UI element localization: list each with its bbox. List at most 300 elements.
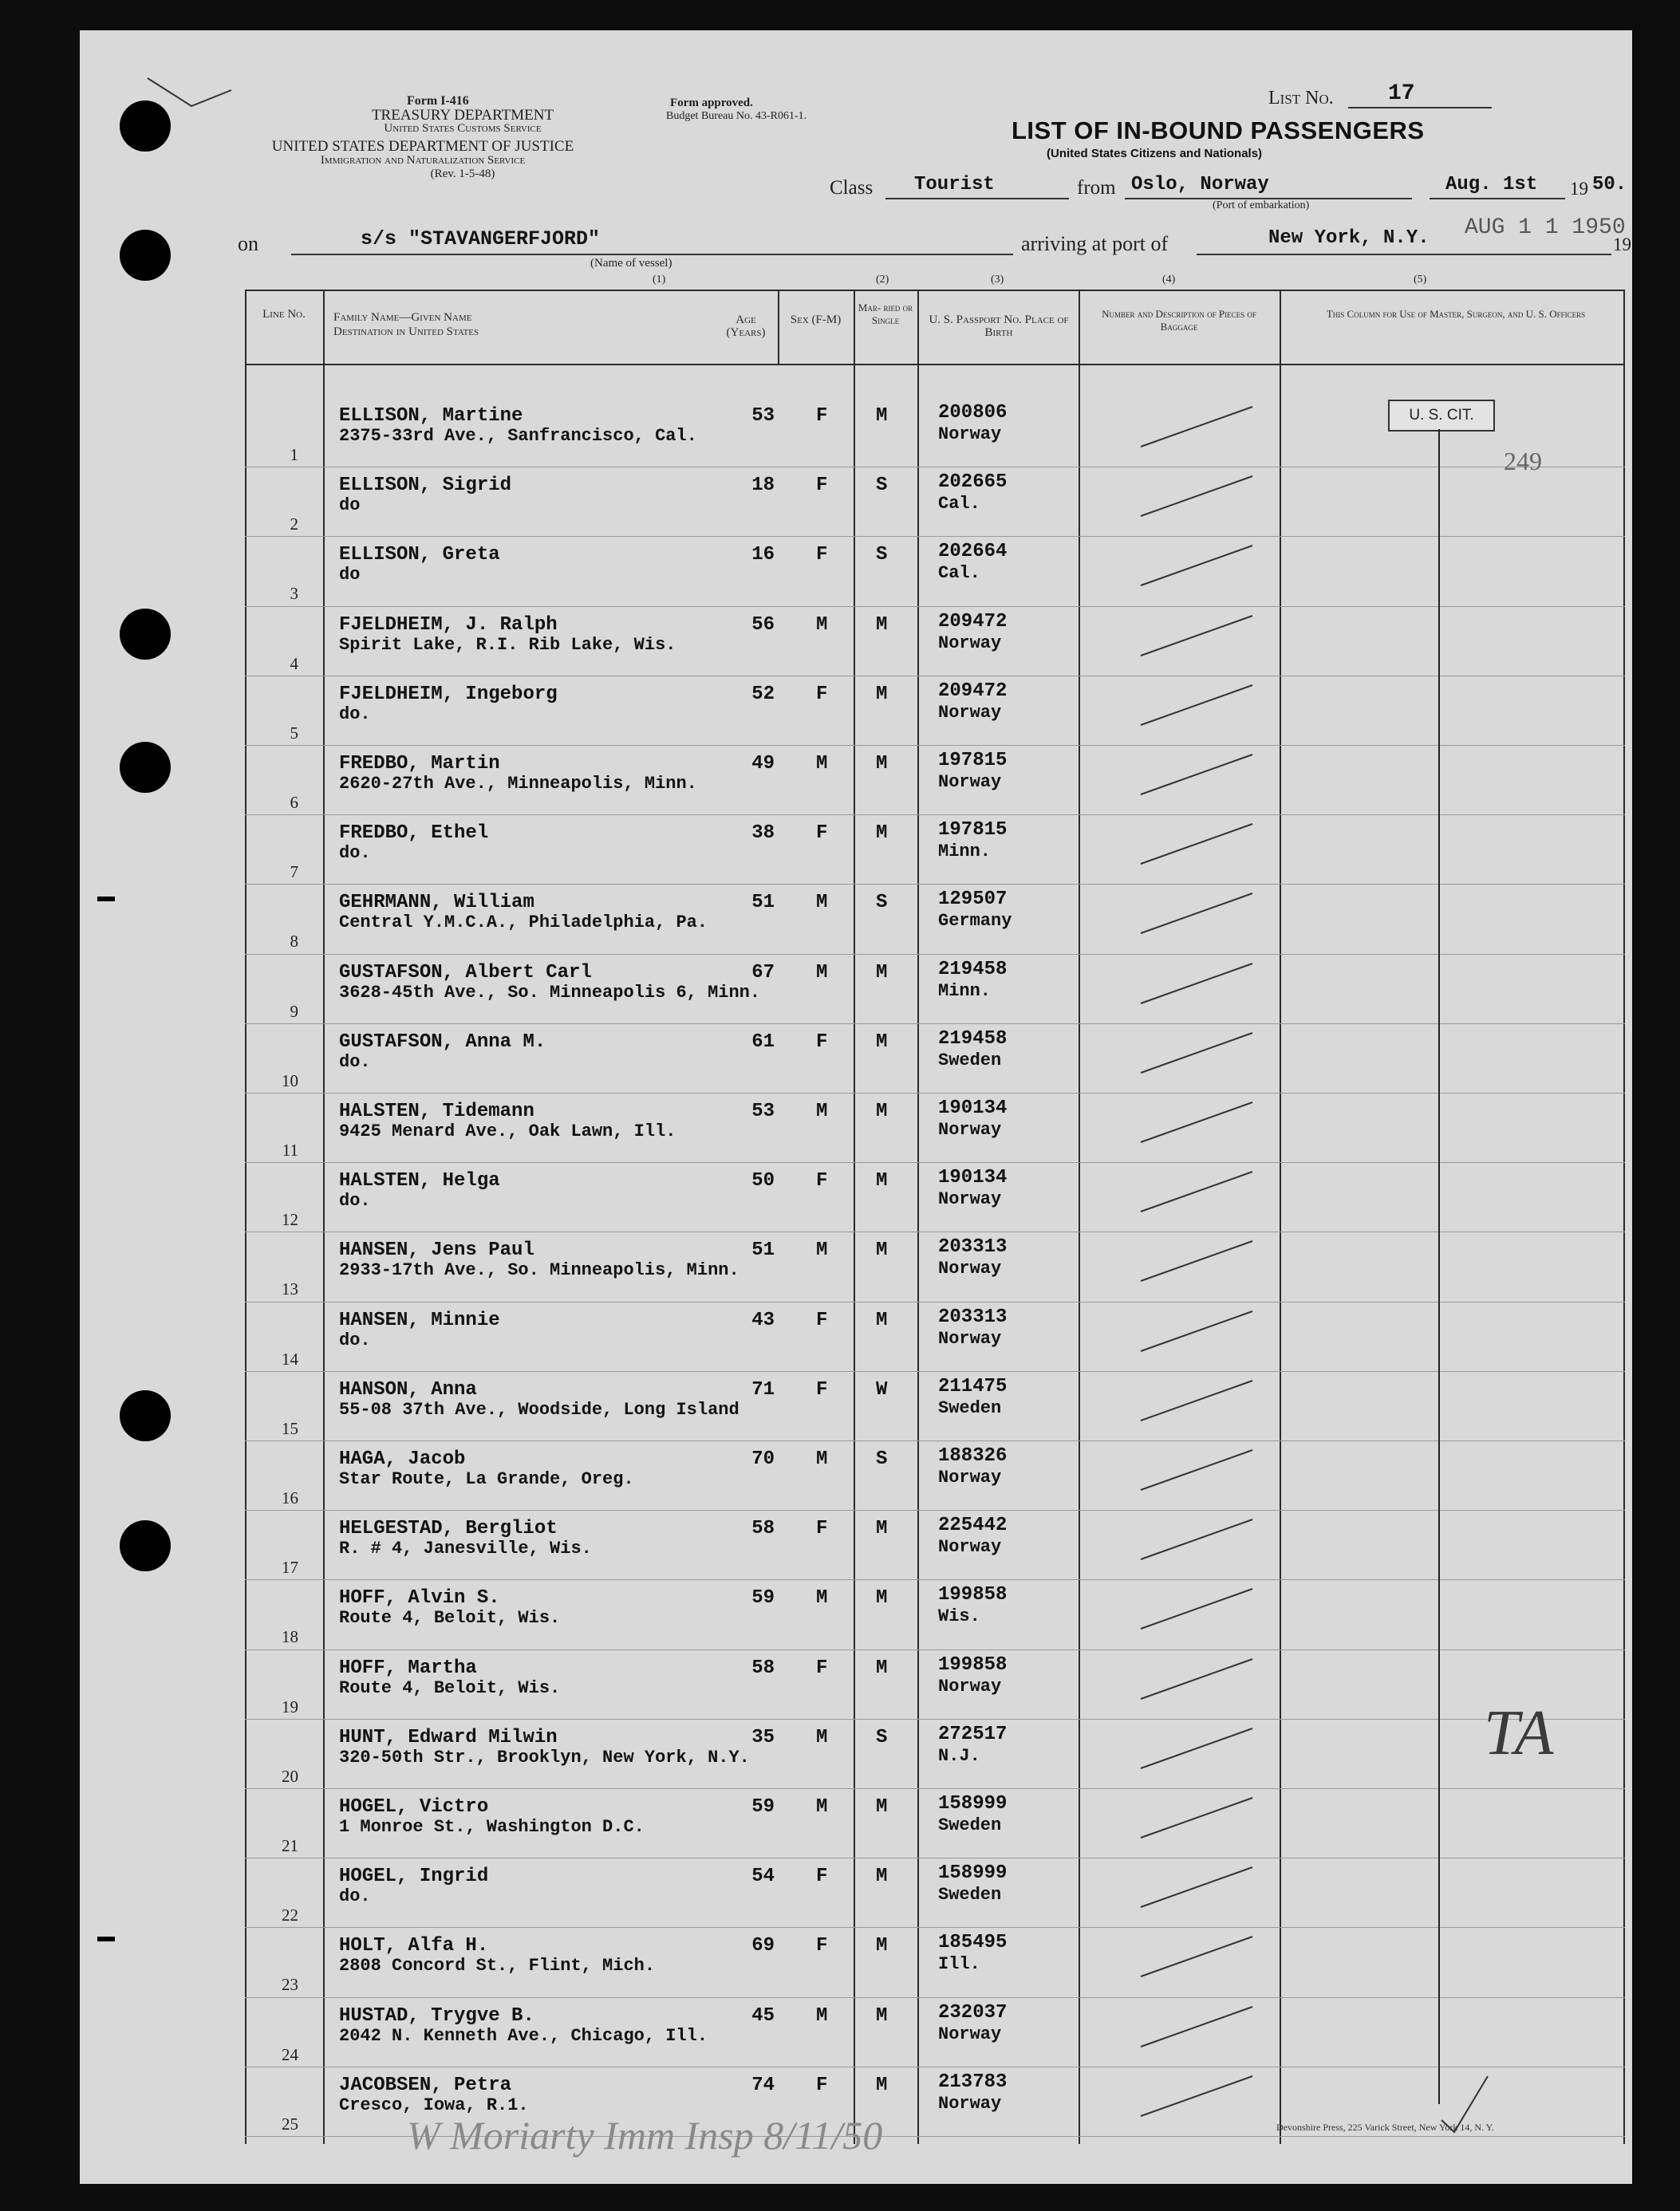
sex: F [816,1866,828,1888]
row-separator [245,1719,1625,1720]
table-row [80,1233,1632,1303]
arrival-year-prefix: 19 [1613,235,1631,254]
class-label: Class [830,177,874,199]
passenger-name: FJELDHEIM, J. Ralph [339,613,558,636]
passport-number: 199858 [938,1653,1008,1676]
sex: F [816,1518,828,1540]
passenger-name: ELLISON, Sigrid [339,475,512,497]
destination: do [339,565,361,585]
passport-number: 209472 [938,680,1008,702]
year-value: 50. [1592,174,1627,195]
passenger-name: GUSTAFSON, Albert Carl [339,961,592,983]
from-label: from [1077,177,1116,199]
passenger-name: HOFF, Martha [339,1657,477,1679]
baggage-check-mark [1133,1999,1260,2055]
baggage-check-mark [1133,608,1260,664]
place-of-birth: Norway [938,424,1002,444]
arrival-port: New York, N.Y. [1268,227,1430,249]
passport-number: 203313 [938,1306,1008,1328]
passport-number: 232037 [938,2001,1008,2024]
row-separator [245,536,1625,537]
passenger-name: GUSTAFSON, Anna M. [339,1031,546,1053]
age: 74 [751,2074,775,2096]
sex: F [816,1170,828,1192]
sex: M [816,613,828,636]
marital-status: M [876,1796,888,1818]
header-name: Family Name—Given Name [333,311,472,324]
age: 51 [751,892,775,914]
place-of-birth: N.J. [938,1745,980,1766]
baggage-check-mark [1133,1373,1260,1429]
destination: R. # 4, Janesville, Wis. [339,1539,592,1559]
table-row [80,1790,1632,1859]
line-number: 19 [282,1697,298,1716]
age: 52 [751,683,775,705]
budget-bureau: Budget Bureau No. 43-R061-1. [666,110,807,122]
arrival-date-stamp: AUG 1 1 1950 [1465,215,1626,240]
age: 50 [751,1170,775,1192]
list-no-line [1348,107,1492,108]
sex: M [816,753,828,774]
corner-check-mark [144,70,239,134]
baggage-check-mark [1133,468,1260,524]
line-number: 14 [282,1349,298,1369]
treasury-label: TREASURY DEPARTMENT [371,107,554,124]
date-line [1430,198,1565,199]
line-number: 6 [290,793,298,812]
sex: F [816,475,828,497]
baggage-check-mark [1133,1094,1260,1150]
table-row [80,747,1632,816]
place-of-birth: Sweden [938,1885,1002,1906]
reference-number: 249 [1504,447,1542,475]
marital-status: M [876,1657,888,1679]
baggage-check-mark [1133,1790,1260,1846]
sex: F [816,2074,828,2096]
line-number: 4 [290,653,298,673]
passport-number: 197815 [938,819,1008,841]
age: 53 [751,405,775,427]
class-value: Tourist [914,174,995,195]
passport-number: 219458 [938,958,1008,980]
row-separator [245,954,1625,955]
place-of-birth: Norway [938,2093,1002,2114]
passport-number: 219458 [938,1027,1008,1050]
age: 51 [751,1240,775,1262]
passenger-name: HOLT, Alfa H. [339,1935,489,1957]
place-of-birth: Minn. [938,980,992,1001]
place-of-birth: Ill. [938,1954,980,1975]
destination: do. [339,1051,371,1072]
manifest-page [80,30,1632,2184]
marital-status: M [876,961,888,983]
line-number: 17 [282,1558,298,1578]
marital-status: M [876,1518,888,1540]
place-of-birth: Norway [938,1328,1002,1349]
age: 58 [751,1657,775,1679]
place-of-birth: Norway [938,772,1002,792]
header-age: Age (Years) [726,313,766,339]
destination: Star Route, La Grande, Oreg. [339,1469,634,1489]
baggage-check-mark [1133,677,1260,733]
revision-label: (Rev. 1-5-48) [430,168,495,180]
passport-number: 129507 [938,889,1008,911]
passenger-name: ELLISON, Greta [339,544,500,566]
age: 59 [751,1796,775,1818]
age: 69 [751,1935,775,1957]
table-row [80,608,1632,677]
header-destination: Destination in United States [333,325,479,338]
sex: F [816,1657,828,1679]
line-number: 15 [282,1418,298,1438]
destination: 1 Monroe St., Washington D.C. [339,1817,645,1837]
arriving-label: arriving at port of [1021,232,1169,255]
line-number: 3 [290,584,298,604]
sex: M [816,2004,828,2027]
age: 70 [751,1448,775,1470]
line-number: 10 [282,1070,298,1090]
line-number: 11 [282,1141,298,1160]
table-row [80,1094,1632,1164]
line-number: 21 [282,1836,298,1855]
sex: M [816,1796,828,1818]
baggage-check-mark [1133,1651,1260,1707]
age: 16 [751,544,775,566]
year-prefix: 19 [1570,179,1588,199]
port-value: Oslo, Norway [1131,174,1269,195]
place-of-birth: Wis. [938,1606,980,1627]
table-row [80,1859,1632,1929]
baggage-check-mark [1133,1859,1260,1915]
destination: do. [339,1191,371,1212]
age: 18 [751,475,775,497]
destination: 2933-17th Ave., So. Minneapolis, Minn. [339,1260,739,1281]
sex: M [816,1240,828,1262]
marital-status: M [876,1101,888,1122]
row-separator [245,1510,1625,1511]
row-separator [245,1927,1625,1928]
port-caption: (Port of embarkation) [1213,199,1310,211]
table-row [80,1373,1632,1442]
us-citizen-stamp: U. S. CIT. [1388,400,1495,432]
destination: do. [339,843,371,864]
table-row [80,1511,1632,1581]
marital-status: M [876,1240,888,1262]
place-of-birth: Cal. [938,494,980,514]
table-row [80,1164,1632,1233]
sex: M [816,1448,828,1470]
marital-status: S [876,1726,888,1748]
row-separator [245,1162,1625,1163]
row-separator [245,745,1625,746]
marital-status: W [876,1378,888,1401]
destination: 55-08 37th Ave., Woodside, Long Island [339,1399,739,1420]
binder-hole [120,230,171,281]
place-of-birth: Minn. [938,841,992,862]
customs-label: United States Customs Service [384,122,542,135]
form-approved: Form approved. [670,97,753,109]
place-of-birth: Norway [938,2024,1002,2044]
line-number: 23 [282,1975,298,1995]
vessel-line [291,254,1013,255]
destination: do. [339,1330,371,1350]
place-of-birth: Norway [938,1189,1002,1210]
sex: M [816,892,828,914]
table-row [80,1999,1632,2068]
row-separator [245,1649,1625,1650]
table-top-border [245,290,1625,291]
passenger-name: FJELDHEIM, Ingeborg [339,683,558,705]
passport-number: 209472 [938,610,1008,633]
destination: Route 4, Beloit, Wis. [339,1677,561,1698]
table-row [80,956,1632,1025]
destination: 2620-27th Ave., Minneapolis, Minn. [339,774,697,794]
baggage-check-mark [1133,747,1260,802]
row-separator [245,1023,1625,1024]
age: 53 [751,1101,775,1122]
marital-status: M [876,1031,888,1053]
sex: M [816,1726,828,1748]
col-number-4: (4) [1162,274,1176,286]
row-separator [245,1788,1625,1789]
baggage-check-mark [1133,885,1260,941]
destination: 3628-45th Ave., So. Minneapolis 6, Minn. [339,982,761,1003]
row-separator [245,1579,1625,1580]
passenger-name: ELLISON, Martine [339,405,523,427]
line-number: 9 [290,1001,298,1021]
row-separator [245,884,1625,885]
place-of-birth: Norway [938,702,1002,723]
marital-status: M [876,753,888,774]
sex: F [816,822,828,845]
age: 38 [751,822,775,845]
vessel-caption: (Name of vessel) [590,257,672,270]
header-sex: Sex (F-M) [790,313,842,326]
baggage-check-mark [1133,1025,1260,1081]
marital-status: S [876,1448,888,1470]
destination: Central Y.M.C.A., Philadelphia, Pa. [339,912,708,933]
class-line [885,198,1069,199]
destination: Spirit Lake, R.I. Rib Lake, Wis. [339,634,676,655]
line-number: 20 [282,1766,298,1786]
destination: Route 4, Beloit, Wis. [339,1608,561,1629]
arrival-line [1197,254,1611,255]
on-label: on [238,232,258,255]
row-separator [245,606,1625,607]
place-of-birth: Norway [938,1120,1002,1140]
passenger-name: HUNT, Edward Milwin [339,1726,558,1748]
line-number: 1 [290,445,298,464]
sex: F [816,683,828,705]
baggage-check-mark [1133,1233,1260,1289]
table-row [80,1720,1632,1790]
header-passport: U. S. Passport No. Place of Birth [929,313,1069,339]
place-of-birth: Cal. [938,563,980,584]
row-separator [245,814,1625,815]
marital-status: M [876,613,888,636]
place-of-birth: Sweden [938,1815,1002,1835]
list-title: LIST OF IN-BOUND PASSENGERS [1012,116,1425,144]
baggage-check-mark [1133,2068,1260,2124]
destination: Cresco, Iowa, R.1. [339,2095,529,2115]
place-of-birth: Sweden [938,1050,1002,1070]
sex: M [816,1101,828,1122]
age: 58 [751,1518,775,1540]
line-number: 8 [290,932,298,952]
age: 49 [751,753,775,774]
passport-number: 197815 [938,750,1008,771]
passport-number: 190134 [938,1167,1008,1189]
passenger-name: FREDBO, Martin [339,753,500,774]
line-number: 18 [282,1627,298,1647]
baggage-check-mark [1133,1303,1260,1359]
passenger-name: HOGEL, Ingrid [339,1866,489,1888]
vessel-name: s/s "STAVANGERFJORD" [361,227,601,250]
ins-label: Immigration and Naturalization Service [320,154,526,167]
sex: F [816,1031,828,1053]
table-row [80,1581,1632,1650]
table-row [80,1651,1632,1720]
table-row [80,1303,1632,1373]
table-row [80,538,1632,607]
passenger-name: JACOBSEN, Petra [339,2074,512,2096]
marital-status: M [876,1866,888,1888]
sex: M [816,961,828,983]
passenger-name: HALSTEN, Tidemann [339,1101,534,1122]
baggage-check-mark [1133,538,1260,593]
row-separator [245,1302,1625,1303]
destination: 2808 Concord St., Flint, Mich. [339,1956,656,1977]
passport-number: 272517 [938,1723,1008,1745]
table-row [80,677,1632,747]
baggage-check-mark [1133,1720,1260,1776]
table-row [80,1025,1632,1094]
passport-number: 190134 [938,1098,1008,1119]
sex: M [816,1587,828,1610]
age: 61 [751,1031,775,1053]
passenger-name: HELGESTAD, Bergliot [339,1518,558,1540]
row-separator [245,1093,1625,1094]
col-number-1: (1) [653,274,666,286]
col-number-3: (3) [991,274,1004,286]
table-header-border [245,364,1625,365]
passport-number: 213783 [938,2071,1008,2093]
passport-number: 202665 [938,471,1008,494]
line-number: 16 [282,1488,298,1508]
baggage-check-mark [1133,1511,1260,1567]
marital-status: M [876,2004,888,2027]
passport-number: 211475 [938,1375,1008,1397]
line-number: 13 [282,1279,298,1299]
destination: 2375-33rd Ave., Sanfrancisco, Cal. [339,426,697,446]
line-number: 7 [290,862,298,882]
age: 54 [751,1866,775,1888]
sex: F [816,405,828,427]
destination: do. [339,704,371,724]
marital-status: M [876,1309,888,1331]
passport-number: 158999 [938,1862,1008,1885]
sex: F [816,544,828,566]
final-check-mark [1440,2072,1496,2136]
printer-footer: Devonshire Press, 225 Varick Street, New York 14, N. Y. [1276,2122,1494,2133]
table-row [80,468,1632,538]
baggage-check-mark [1133,1581,1260,1637]
place-of-birth: Germany [938,911,1012,932]
sex: F [816,1935,828,1957]
age: 59 [751,1587,775,1610]
passenger-name: GEHRMANN, William [339,892,534,914]
line-number: 12 [282,1210,298,1230]
sex: F [816,1378,828,1401]
destination: 9425 Menard Ave., Oak Lawn, Ill. [339,1121,676,1141]
baggage-check-mark [1133,1929,1260,1984]
col-number-2: (2) [876,274,889,286]
table-row [80,885,1632,955]
marital-status: M [876,1587,888,1610]
passenger-name: HOFF, Alvin S. [339,1587,500,1610]
age: 56 [751,613,775,636]
marital-status: M [876,683,888,705]
baggage-check-mark [1133,956,1260,1011]
marital-status: M [876,822,888,845]
passport-number: 203313 [938,1236,1008,1259]
marital-status: M [876,1935,888,1957]
destination: do. [339,1886,371,1907]
list-subtitle: (United States Citizens and Nationals) [1047,147,1263,160]
form-number: Form I-416 [407,94,469,108]
row-separator [245,1440,1625,1441]
marital-status: S [876,892,888,914]
doj-label: UNITED STATES DEPARTMENT OF JUSTICE [271,138,574,155]
passenger-name: HANSEN, Jens Paul [339,1240,534,1262]
baggage-check-mark [1133,1442,1260,1498]
passport-number: 185495 [938,1932,1008,1954]
header-officers: This Column for Use of Master, Surgeon, and U. S. Officers [1326,308,1586,320]
header-married: Mar- ried or Single [858,302,913,326]
destination: 320-50th Str., Brooklyn, New York, N.Y. [339,1747,750,1768]
baggage-check-mark [1133,399,1260,455]
passport-number: 188326 [938,1445,1008,1467]
age: 43 [751,1309,775,1331]
col-number-5: (5) [1414,274,1427,286]
marital-status: M [876,1170,888,1192]
destination: do [339,495,361,516]
passport-number: 225442 [938,1515,1008,1537]
ta-annotation: TA [1484,1698,1554,1768]
header-baggage: Number and Description of Pieces of Baggage [1102,308,1256,333]
place-of-birth: Sweden [938,1397,1002,1418]
officer-vertical-line [1438,429,1440,2104]
destination: 2042 N. Kenneth Ave., Chicago, Ill. [339,2025,708,2046]
row-separator [245,1371,1625,1372]
line-number: 24 [282,2044,298,2064]
age: 71 [751,1378,775,1401]
row-separator [245,1997,1625,1998]
age: 67 [751,961,775,983]
place-of-birth: Norway [938,1537,1002,1558]
column-divider [778,290,779,364]
passport-number: 202664 [938,541,1008,563]
marital-status: M [876,2074,888,2096]
sex: F [816,1309,828,1331]
place-of-birth: Norway [938,1676,1002,1697]
marital-status: M [876,405,888,427]
passenger-name: HANSEN, Minnie [339,1309,500,1331]
date-value: Aug. 1st [1445,174,1538,195]
age: 35 [751,1726,775,1748]
place-of-birth: Norway [938,1468,1002,1488]
inspector-signature: W Moriarty Imm Insp 8/11/50 [407,2113,883,2158]
